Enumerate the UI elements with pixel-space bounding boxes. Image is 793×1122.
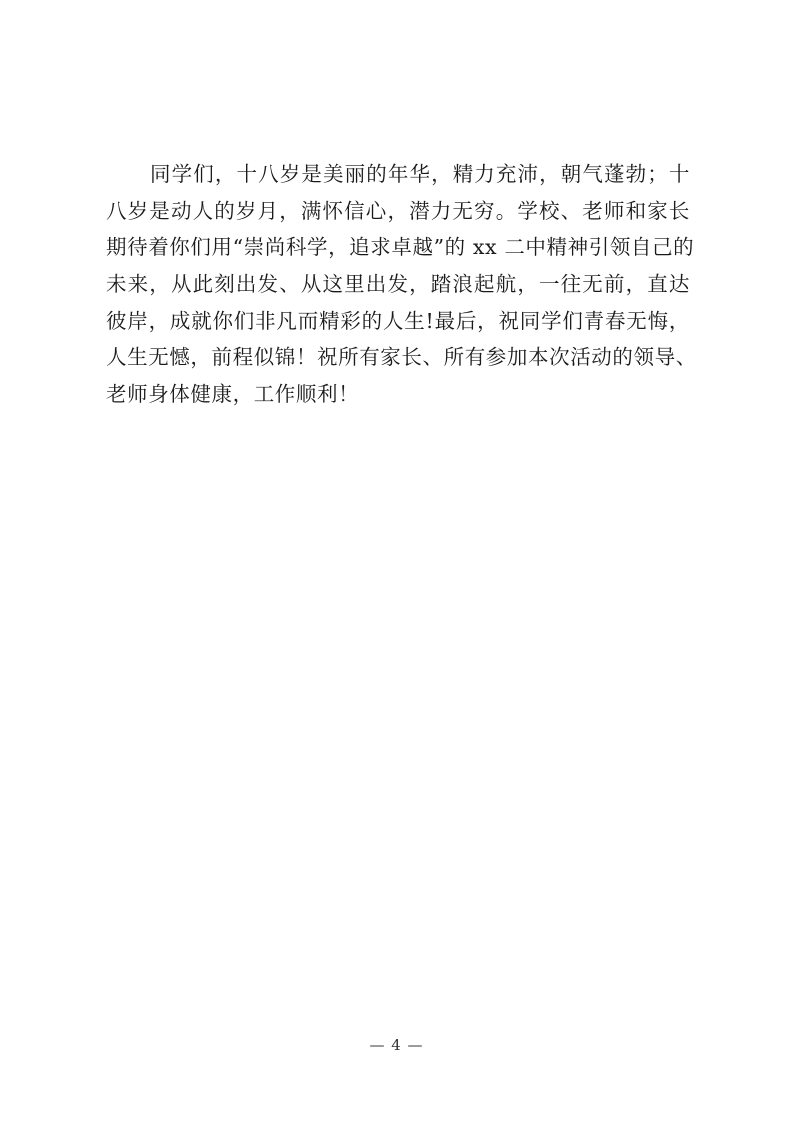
paragraph-line: 未来，从此刻出发、从这里出发，踏浪起航，一往无前，直达 [106,272,690,297]
paragraph-line: 同学们，十八岁是美丽的年华，精力充沛，朝气蓬勃；十 [150,162,690,186]
body-paragraph [106,156,697,413]
paragraph-line: 彼岸，成就你们非凡而精彩的人生!最后，祝同学们青春无悔， [106,308,690,333]
paragraph-line: 八岁是动人的岁月，满怀信心，潜力无穷。学校、老师和家长 [106,198,690,223]
page-number: — 4 — [369,1036,424,1054]
paragraph-line: 人生无憾，前程似锦！祝所有家长、所有参加本次活动的领导、 [106,345,697,370]
paragraph-line: 老师身体健康，工作顺利！ [106,382,360,407]
paragraph-line: 期待着你们用“崇尚科学，追求卓越”的 xx 二中精神引领自己的 [106,235,695,260]
